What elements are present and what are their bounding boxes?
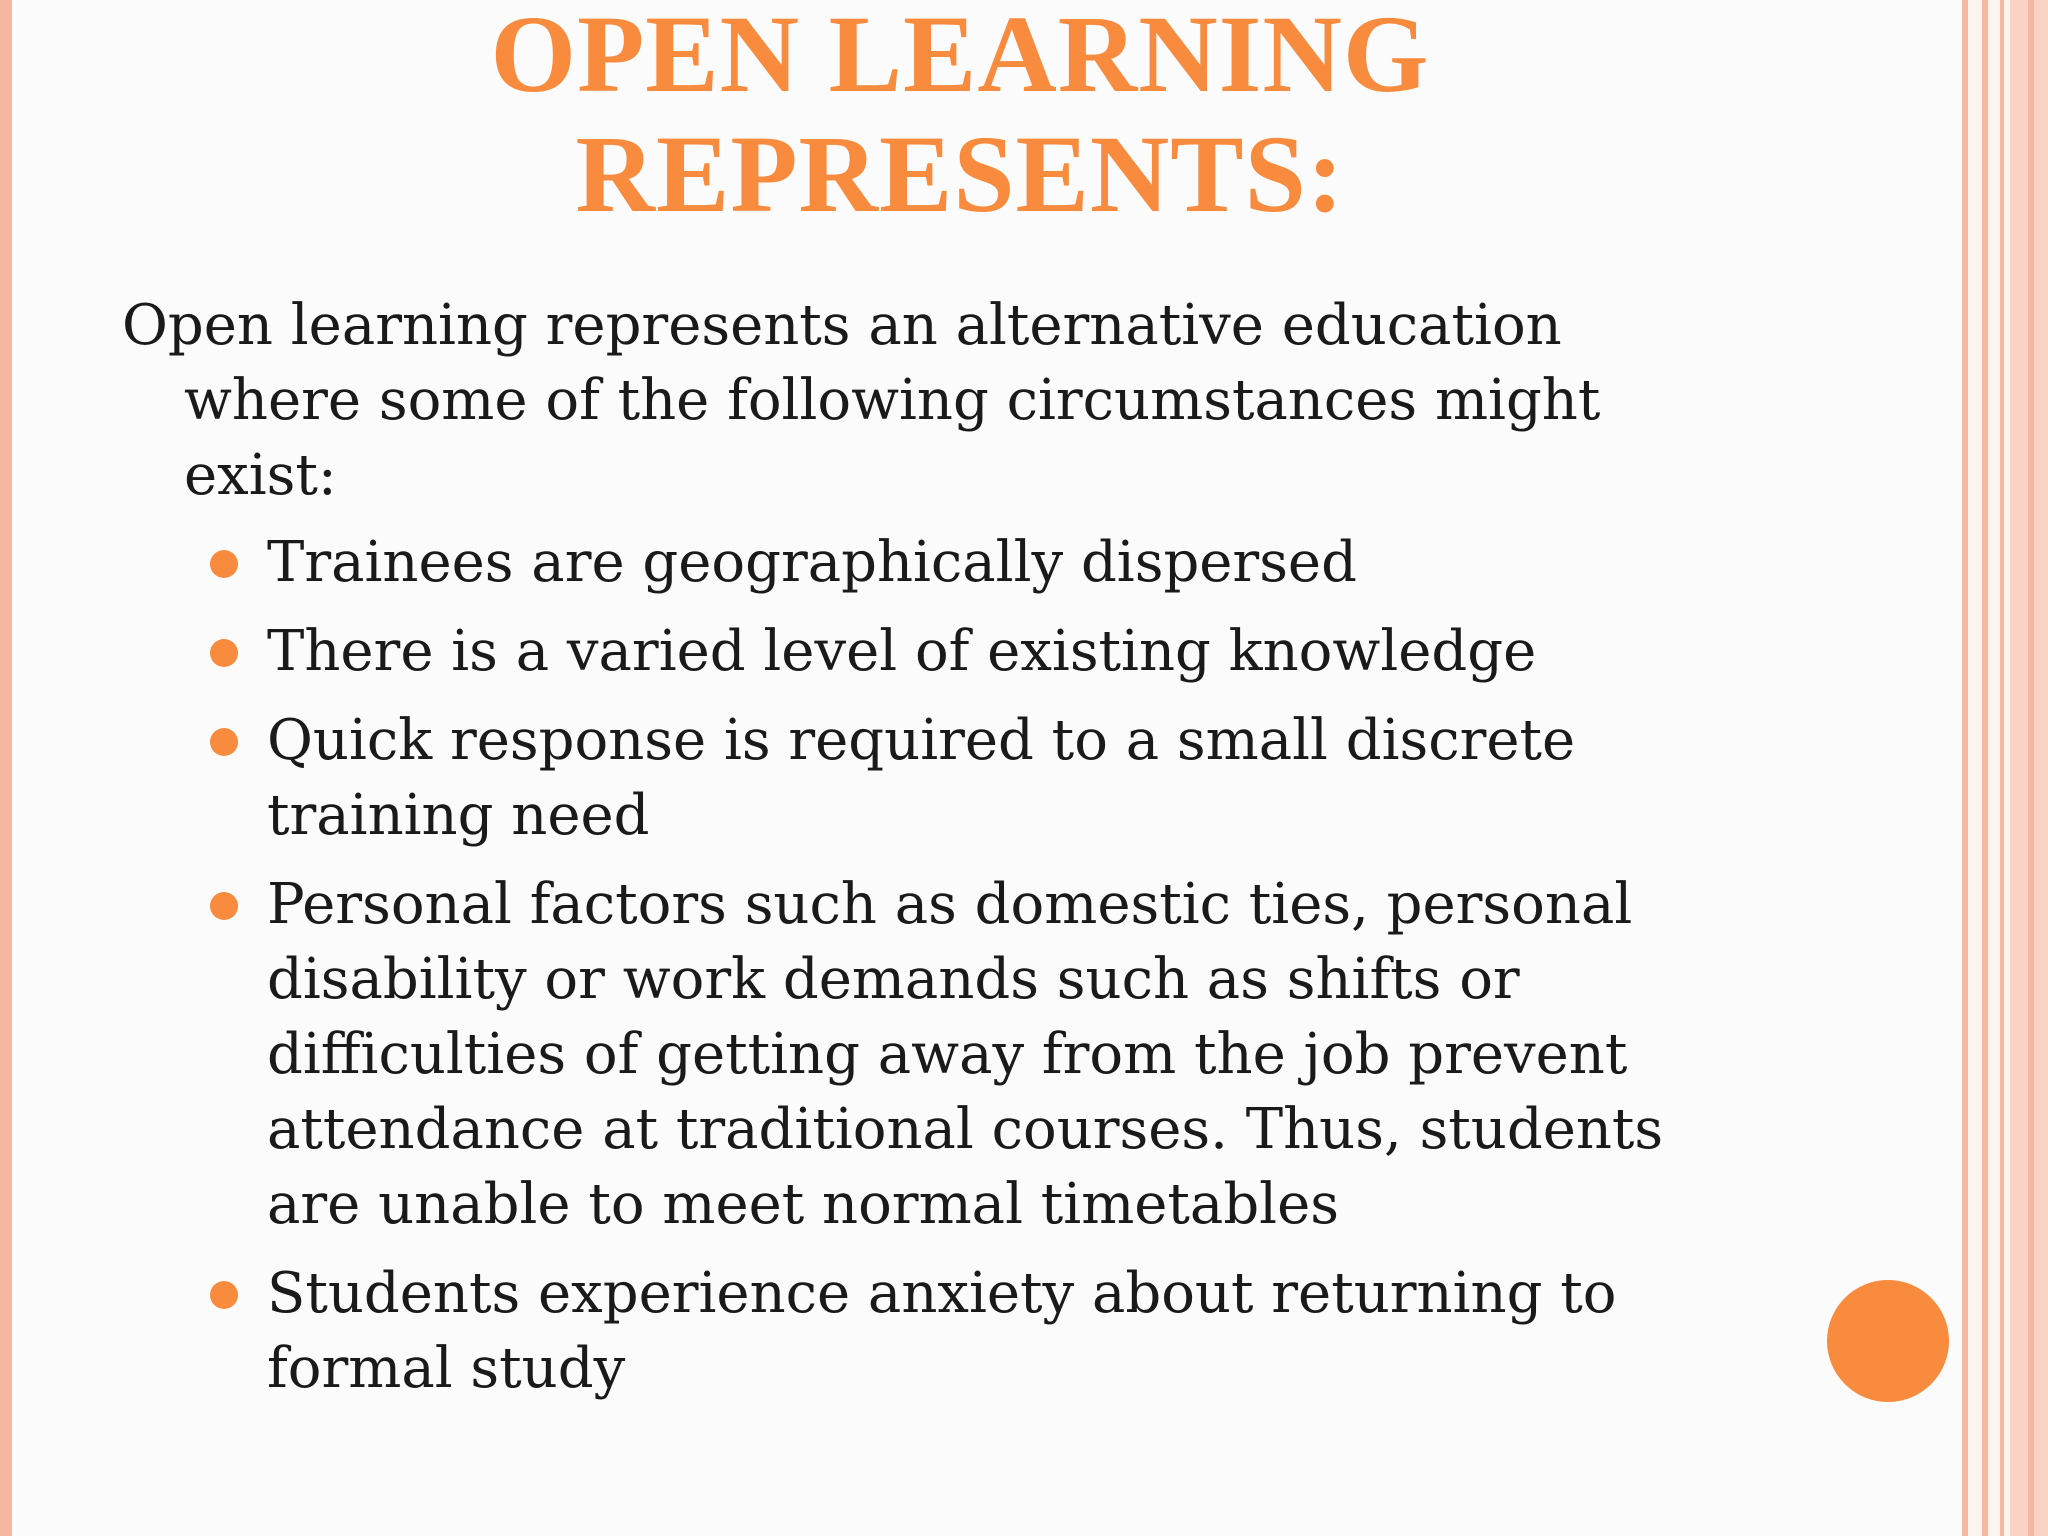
intro-paragraph: Open learning represents an alternative education where some of the following circumstances might exist: (122, 293, 1601, 508)
title-line-1: OPEN LEARNING (490, 0, 1430, 115)
bullet-text: Students experience anxiety about returning to formal study (267, 1261, 1617, 1401)
bullet-dot-icon (210, 892, 238, 920)
bullet-dot-icon (210, 639, 238, 667)
bullet-dot-icon (210, 1281, 238, 1309)
stripe (2000, 0, 2004, 1536)
stripe (1982, 0, 1988, 1536)
bullet-text: Trainees are geographically dispersed (267, 530, 1357, 595)
bullet-text: Quick response is required to a small discrete training need (267, 708, 1576, 848)
bullet-dot-icon (210, 550, 238, 578)
stripe (1962, 0, 1968, 1536)
bullet-item (122, 703, 1702, 853)
bullet-text: There is a varied level of existing knowledge (267, 619, 1537, 684)
orange-circle-decoration (1827, 1280, 1949, 1402)
slide-title (200, 0, 1720, 234)
bullet-text: Personal factors such as domestic ties, personal disability or work demands such as shifts or difficulties of getting away from the job prevent attendance at traditional courses. Thus, students are unable to meet normal timetables (267, 872, 1664, 1237)
title-line-2: REPRESENTS: (575, 113, 1345, 235)
bullet-item (122, 614, 1702, 689)
right-stripes-decoration (1962, 0, 2048, 1536)
left-border-decoration (0, 0, 12, 1536)
bullet-list (122, 525, 1702, 1406)
bullet-item (122, 525, 1702, 600)
slide-body (122, 288, 1702, 1420)
bullet-item (122, 867, 1702, 1242)
bullet-dot-icon (210, 728, 238, 756)
bullet-item (122, 1256, 1702, 1406)
stripe (2028, 0, 2034, 1536)
